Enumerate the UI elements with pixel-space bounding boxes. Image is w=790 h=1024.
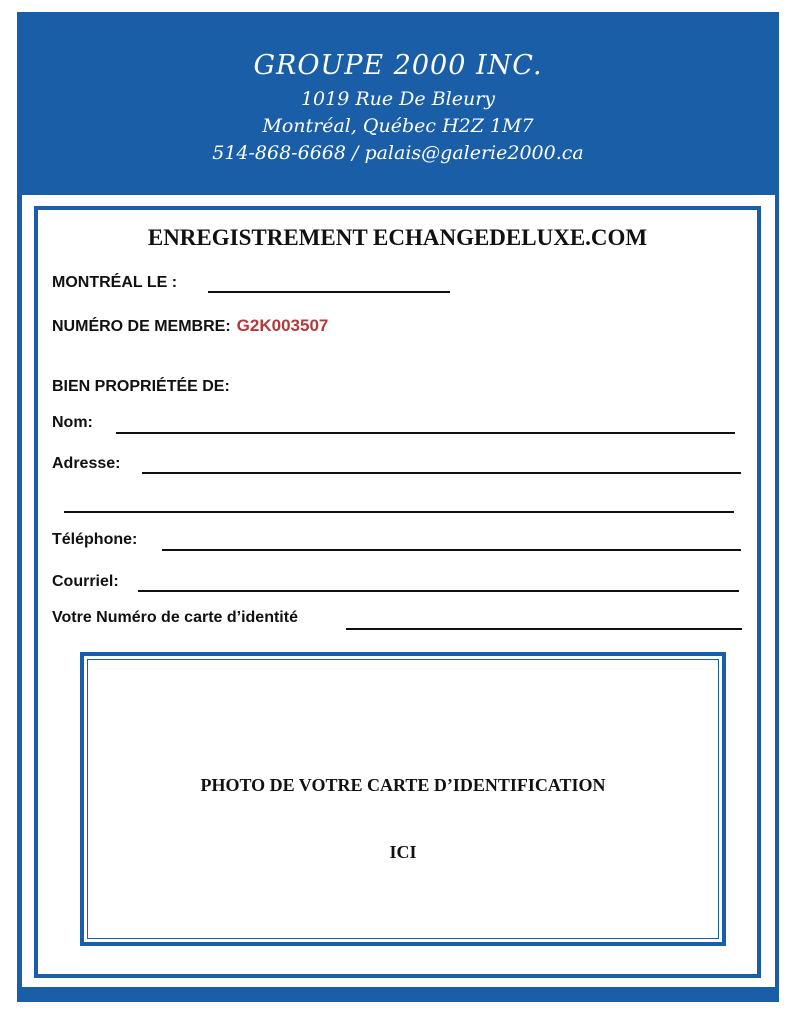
address-field-line-2[interactable] (64, 511, 734, 513)
date-field[interactable] (208, 291, 450, 293)
street-address: 1019 Rue De Bleury (300, 88, 496, 110)
phone-field[interactable] (162, 549, 741, 551)
company-name: GROUPE 2000 INC. (253, 50, 543, 81)
letterhead (17, 12, 779, 195)
email-field[interactable] (138, 590, 739, 592)
phone-label: Téléphone: (52, 531, 138, 548)
owned-by-label: BIEN PROPRIÉTÉE DE: (52, 378, 230, 395)
member-number-label: NUMÉRO DE MEMBRE: (52, 318, 231, 335)
form-title: ENREGISTREMENT ECHANGEDELUXE.COM (147, 225, 648, 250)
address-label: Adresse: (52, 455, 121, 472)
id-photo-inner-border (87, 659, 719, 939)
id-photo-instruction: PHOTO DE VOTRE CARTE D’IDENTIFICATION (200, 775, 606, 795)
member-number-row (52, 316, 328, 336)
name-field[interactable] (116, 432, 735, 434)
form-area (22, 195, 775, 987)
page-frame (17, 12, 779, 1002)
id-number-label: Votre Numéro de carte d’identité (52, 609, 298, 626)
city-address: Montréal, Québec H2Z 1M7 (262, 115, 534, 137)
address-field[interactable] (142, 472, 741, 474)
id-number-field[interactable] (346, 628, 742, 630)
name-label: Nom: (52, 414, 93, 431)
contact-info: 514-868-6668 / palais@galerie2000.ca (212, 142, 584, 164)
montreal-le-label: MONTRÉAL LE : (52, 274, 178, 291)
id-photo-here: ICI (389, 842, 417, 862)
member-number-value: G2K003507 (236, 316, 329, 335)
form-border (34, 206, 761, 978)
email-label: Courriel: (52, 573, 119, 590)
id-photo-box[interactable] (80, 652, 726, 946)
